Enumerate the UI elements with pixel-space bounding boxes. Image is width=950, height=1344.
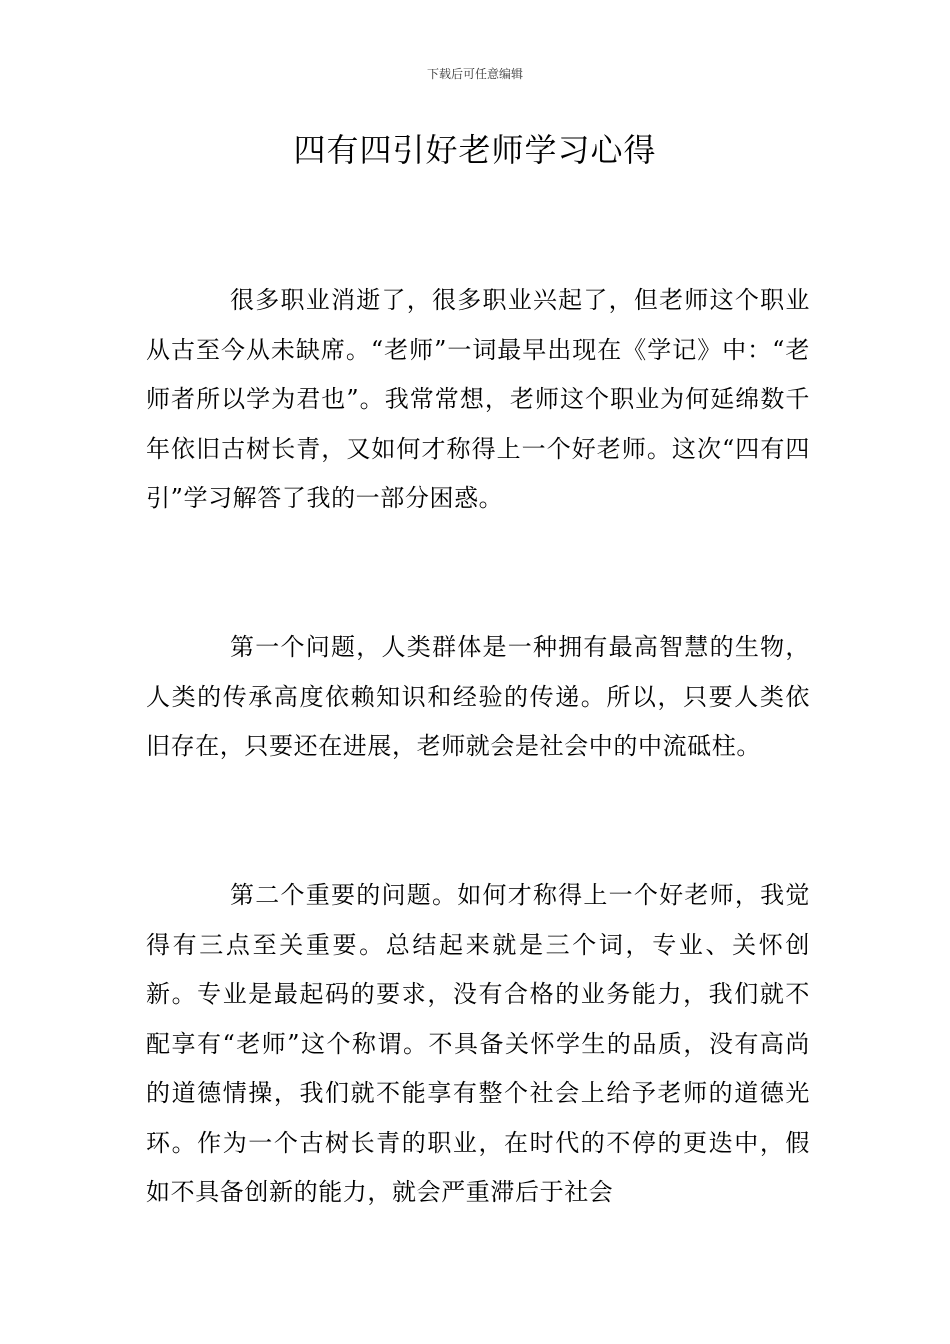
header-note: 下载后可任意编辑: [426, 67, 523, 81]
paragraph-1: 很多职业消逝了，很多职业兴起了，但老师这个职业从古至今从未缺席。“老师”一词最早出现在《学记》中：“老师者所以学为君也”。我常常想，老师这个职业为何延绵数千年依旧古树长青，又如何才称得上一个好老师。这次“四有四引”学习解答了我的一部分困惑。: [146, 286, 810, 512]
paragraph-3: 第二个重要的问题。如何才称得上一个好老师，我觉得有三点至关重要。总结起来就是三个词，专业、关怀创新。专业是最起码的要求，没有合格的业务能力，我们就不配享有“老师”这个称谓。不具备关怀学生的品质，没有高尚的道德情操，我们就不能享有整个社会上给予老师的道德光环。作为一个古树长青的职业，在时代的不停的更迭中，假如不具备创新的能力，就会严重滞后于社会: [146, 881, 810, 1206]
paragraph-2: 第一个问题，人类群体是一种拥有最高智慧的生物，人类的传承高度依赖知识和经验的传递。所以，只要人类依旧存在，只要还在进展，老师就会是社会中的中流砥柱。: [146, 633, 810, 760]
document-title: 四有四引好老师学习心得: [293, 131, 657, 169]
